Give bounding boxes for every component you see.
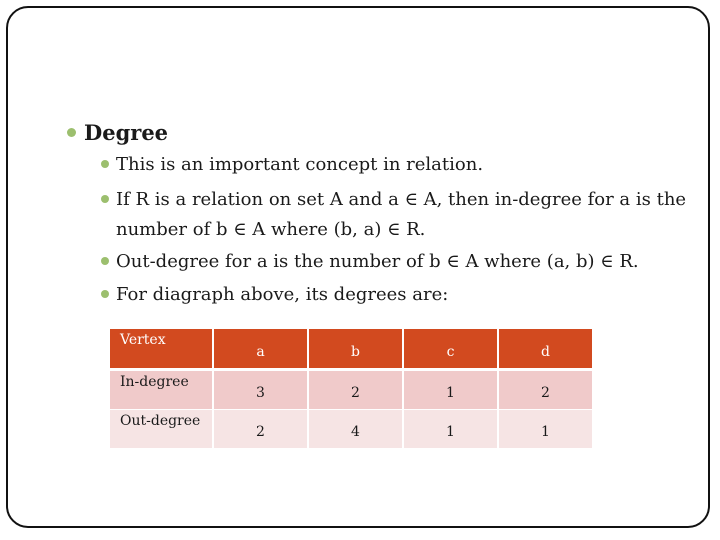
- heading-text: Degree: [84, 120, 169, 145]
- header-cell: b: [308, 329, 403, 370]
- sub-bullet-text: Out-degree for a is the number of b ∈ A where (a, b) ∈ R.: [116, 251, 639, 272]
- degree-table: [110, 329, 594, 449]
- table-cell: 1: [403, 370, 498, 410]
- sub-bullet-text: number of b ∈ A where (b, a) ∈ R.: [116, 219, 426, 240]
- table-header-row: [110, 329, 593, 370]
- header-cell: d: [498, 329, 593, 370]
- table-cell: 2: [308, 370, 403, 410]
- bullet-dot-icon: [101, 257, 109, 265]
- table-cell: 2: [213, 410, 308, 449]
- bullet-dot-icon: [101, 290, 109, 298]
- header-cell: a: [213, 329, 308, 370]
- row-label: Out-degree: [110, 410, 213, 449]
- sub-bullet-text: For diagraph above, its degrees are:: [116, 284, 449, 305]
- table-cell: 4: [308, 410, 403, 449]
- sub-bullet-3: [116, 246, 639, 277]
- table-cell: 3: [213, 370, 308, 410]
- sub-bullet-text: This is an important concept in relation.: [116, 154, 484, 175]
- sub-bullet-1: [116, 149, 483, 180]
- bullet-dot-icon: [67, 128, 76, 137]
- table-cell: 1: [498, 410, 593, 449]
- header-cell: c: [403, 329, 498, 370]
- bullet-dot-icon: [101, 195, 109, 203]
- table-row: [110, 410, 593, 449]
- sub-bullet-2-cont: [116, 214, 425, 245]
- header-cell: Vertex: [110, 329, 213, 370]
- sub-bullet-2: [116, 184, 686, 215]
- bullet-heading: [84, 120, 168, 145]
- bullet-dot-icon: [101, 160, 109, 168]
- table-cell: 1: [403, 410, 498, 449]
- row-label: In-degree: [110, 370, 213, 410]
- table-cell: 2: [498, 370, 593, 410]
- sub-bullet-4: [116, 279, 448, 310]
- table-row: [110, 370, 593, 410]
- sub-bullet-text: If R is a relation on set A and a ∈ A, then in-degree for a is the: [116, 189, 687, 210]
